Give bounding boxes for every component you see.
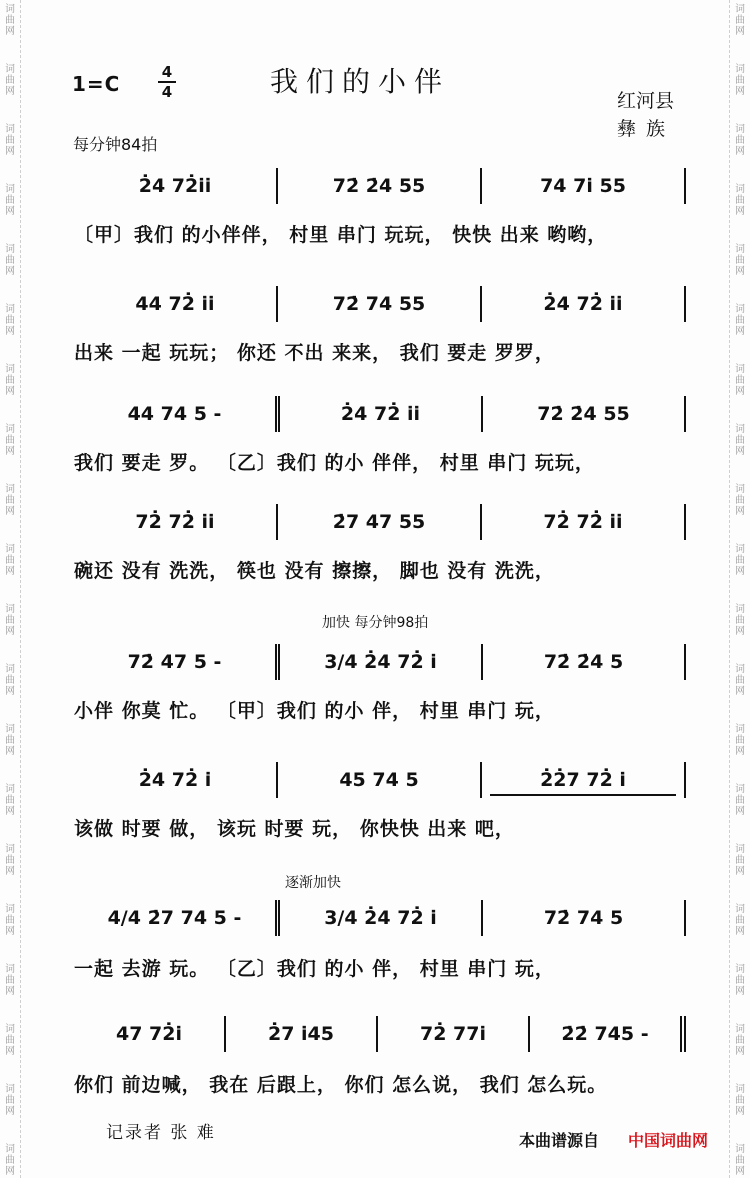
notation-line-7 [74,900,686,936]
watermark-text: 词 曲 网 [735,424,745,457]
measure: 72̇ 74 55 [278,286,482,322]
notation-line-2 [74,286,686,322]
watermark-text: 词 曲 网 [5,64,15,97]
watermark-text: 词 曲 网 [735,124,745,157]
lyrics-line-6: 该做 时要 做， 该玩 时要 玩， 你快快 出来 吧， [74,818,515,840]
watermark-text: 词 曲 网 [5,844,15,877]
watermark-text: 词 曲 网 [735,964,745,997]
watermark-text: 词 曲 网 [5,364,15,397]
tempo-direction-gradually-faster: 逐渐加快 [285,875,341,891]
measure: 44 74 5 - [127,403,222,425]
watermark-text: 词 曲 网 [735,304,745,337]
watermark-text: 词 曲 网 [5,1144,15,1177]
lyrics-line-5: 小伴 你莫 忙。 〔甲〕我们 的小 伴， 村里 串门 玩， [74,700,555,722]
measure-final: 2̇2̇ 745 - [530,1016,686,1052]
watermark-text: 词 曲 网 [735,784,745,817]
measure: 72̇ 2̇4 55 [278,168,482,204]
watermark-text: 词 曲 网 [735,1024,745,1057]
measure: 72̇ 72̇ i̇i̇ [482,504,686,540]
watermark-text: 词 曲 网 [735,604,745,637]
watermark-text: 词 曲 网 [5,604,15,637]
left-margin-strip [0,0,21,1178]
watermark-text: 词 曲 网 [5,184,15,217]
notation-line-3 [74,396,686,432]
tempo-direction-accelerate: 加快 每分钟98拍 [322,615,429,631]
measure: 4/4 2̇7 74 5 - [107,907,242,929]
measure [482,762,686,798]
ethnic-group-label: 彝族 [617,118,676,140]
watermark-text: 词 曲 网 [5,4,15,37]
right-margin-strip [729,0,750,1178]
watermark-text: 词 曲 网 [5,544,15,577]
notation-line-5 [74,644,686,680]
beam-underline [490,794,676,796]
measure: 72̇ 74 5 [483,900,686,936]
measure: 2̇4 72̇ i̇i̇ [275,396,483,432]
notation-line-6 [74,762,686,798]
time-signature [158,64,176,100]
watermark-text: 词 曲 网 [735,904,745,937]
measure: 3/4 2̇4 72̇ i̇ [275,900,483,936]
watermark-text: 词 曲 网 [735,664,745,697]
measure: 45 74 5 [278,762,482,798]
notation-line-1 [74,168,686,204]
measure: 74 7i̇ 55 [482,168,686,204]
time-signature-top: 4 [161,63,173,81]
watermark-text: 词 曲 网 [735,1144,745,1177]
watermark-text: 词 曲 网 [5,904,15,937]
tempo-marking: 每分钟84拍 [73,135,158,154]
song-title: 我们的小伴 [270,65,451,98]
notation-line-4 [74,504,686,540]
watermark-text: 词 曲 网 [5,1084,15,1117]
measure: 47 72̇i̇ [74,1016,226,1052]
watermark-text: 词 曲 网 [5,724,15,757]
measure: 2̇4 72̇ i̇i̇ [482,286,686,322]
measure: 3/4 2̇4 72̇ i̇ [275,644,483,680]
source-site-link[interactable]: 中国词曲网 [628,1131,709,1150]
source-prefix: 本曲谱源自 [519,1131,600,1150]
watermark-text: 词 曲 网 [735,364,745,397]
lyrics-line-8: 你们 前边喊， 我在 后跟上， 你们 怎么说， 我们 怎么玩。 [74,1074,608,1096]
measure: 44 72̇ i̇i̇ [74,286,278,322]
notation-line-8 [74,1016,686,1052]
watermark-text: 词 曲 网 [5,1024,15,1057]
measure: 72̇ 47 5 - [127,651,222,673]
watermark-text: 词 曲 网 [5,304,15,337]
measure: 72̇ 2̇4 5 [483,644,686,680]
measure-notes: 2̇2̇7 72̇ i̇ [540,769,626,791]
lyrics-line-1: 〔甲〕我们 的小伴伴， 村里 串门 玩玩， 快快 出来 哟哟， [74,224,608,246]
watermark-text: 词 曲 网 [735,184,745,217]
watermark-text: 词 曲 网 [735,64,745,97]
region-label: 红河县 [617,90,675,112]
lyrics-line-7: 一起 去游 玩。 〔乙〕我们 的小 伴， 村里 串门 玩， [74,958,555,980]
watermark-text: 词 曲 网 [5,964,15,997]
watermark-text: 词 曲 网 [5,244,15,277]
measure: 2̇4 72̇ i̇ [74,762,278,798]
recorder-credit: 记录者 张 难 [106,1123,216,1143]
watermark-text: 词 曲 网 [5,484,15,517]
watermark-text: 词 曲 网 [735,484,745,517]
lyrics-line-3: 我们 要走 罗。 〔乙〕我们 的小 伴伴， 村里 串门 玩玩， [74,452,595,474]
lyrics-line-4: 碗还 没有 洗洗， 筷也 没有 擦擦， 脚也 没有 洗洗， [74,560,555,582]
watermark-text: 词 曲 网 [5,664,15,697]
watermark-text: 词 曲 网 [735,844,745,877]
watermark-text: 词 曲 网 [735,544,745,577]
watermark-text: 词 曲 网 [735,244,745,277]
key-signature: 1=C [72,72,121,96]
lyrics-line-2: 出来 一起 玩玩； 你还 不出 来来， 我们 要走 罗罗， [74,342,555,364]
watermark-text: 词 曲 网 [5,424,15,457]
time-signature-bottom: 4 [161,83,173,101]
watermark-text: 词 曲 网 [5,784,15,817]
watermark-text: 词 曲 网 [735,1084,745,1117]
measure: 72̇ 77i̇ [378,1016,530,1052]
watermark-text: 词 曲 网 [735,4,745,37]
watermark-text: 词 曲 网 [735,724,745,757]
watermark-text: 词 曲 网 [5,124,15,157]
measure: 72̇ 2̇4 55 [483,396,686,432]
measure: 2̇7 47 55 [278,504,482,540]
measure: 2̇7 i̇45 [226,1016,378,1052]
measure: 2̇4 72̇i̇i̇ [74,168,278,204]
measure: 72̇ 72̇ i̇i̇ [74,504,278,540]
